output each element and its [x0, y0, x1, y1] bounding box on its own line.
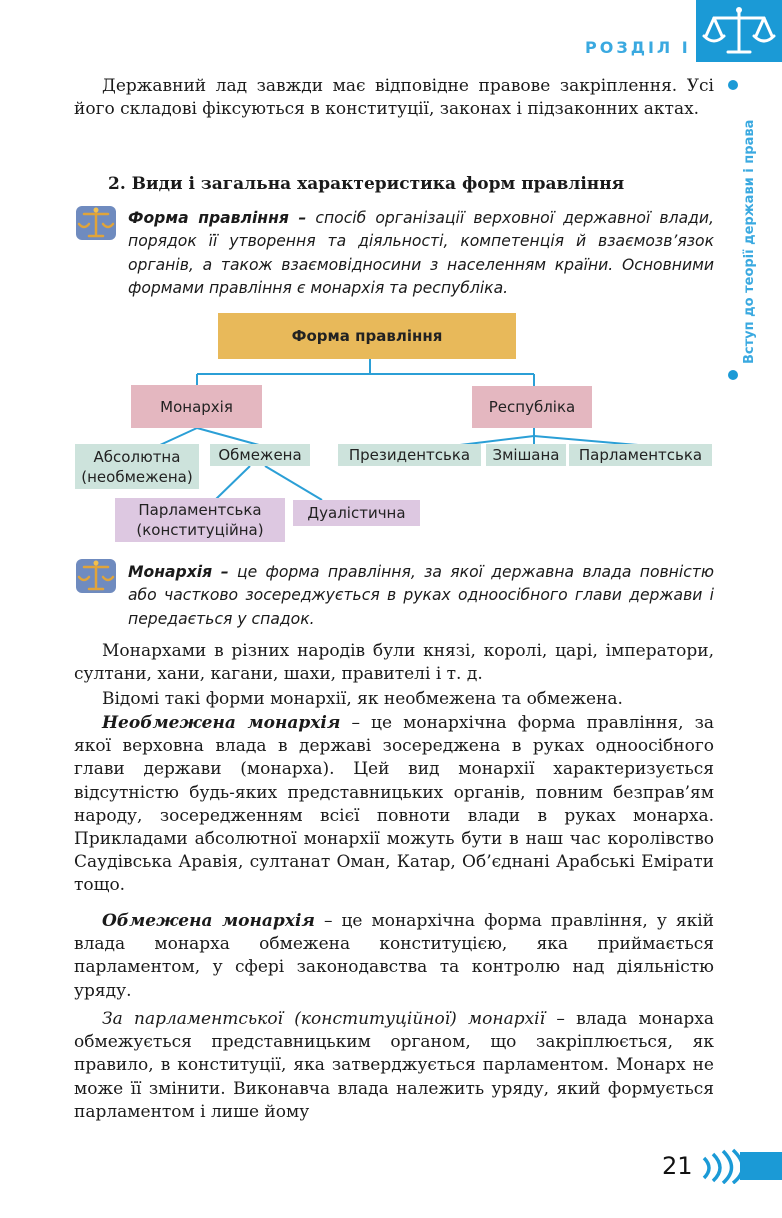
body-paragraph-5-text: – влада монарха обмежується представницьким органом, що закріплюється, як правило, в конституції, яка затверджується парламентом. Монарх не може її змінити. Виконавча влада належить уряду, який формується парламентом і лише йому	[74, 1009, 714, 1122]
body-paragraph-2: Відомі такі форми монархії, як необмежена та обмежена.	[102, 689, 623, 709]
body-paragraph-3	[74, 712, 714, 898]
term-parliamentary-monarchy: За парламентської (конституційної) монархії	[102, 1009, 546, 1029]
definition-scales-icon-2	[74, 555, 118, 595]
definition-body: спосіб організації верховної державної влади, порядок її утворення та діяльності, компетенція й взаємозв’язок органів, а також взаємовідносини з населенням країни. Основними формами правління є монархія та республіка.	[128, 209, 715, 298]
page-number: 21	[662, 1152, 693, 1180]
side-title: Вступ до теорії держави і права	[742, 119, 757, 364]
section-heading: 2. Види і загальна характеристика форм правління	[108, 174, 625, 194]
diagram-parliamentary-monarchy: Парламентська (конституційна)	[115, 498, 285, 542]
body-paragraph-4	[74, 910, 714, 1003]
definition-body-2: це форма правління, за якої державна влада повністю або частково зосереджується в руках одноосібного глави держави і передається у спадок.	[128, 563, 714, 628]
diagram-republic: Республіка	[472, 386, 592, 428]
definition-term-2: Монархія –	[128, 563, 229, 581]
definition-monarchy	[128, 561, 714, 631]
diagram-absolute-monarchy: Абсолютна (необмежена)	[75, 444, 199, 489]
diagram-root-form-of-government: Форма правління	[218, 313, 516, 359]
body-paragraph-5	[74, 1008, 714, 1124]
diagram-dualistic-monarchy: Дуалістична	[293, 500, 420, 526]
diagram-mixed-republic: Змішана	[486, 444, 566, 466]
definition-term: Форма правління –	[128, 209, 307, 227]
diagram-limited-monarchy: Обмежена	[210, 444, 310, 466]
diagram-presidential-republic: Президентська	[338, 444, 481, 466]
diagram-parliamentary-republic: Парламентська	[569, 444, 712, 466]
intro-paragraph: Державний лад завжди має відповідне правове закріплення. Усі його складові фіксуються в конституції, законах і підзаконних актах.	[74, 76, 714, 120]
term-limited-monarchy: Обмежена монархія	[102, 911, 315, 931]
term-absolute-monarchy: Необмежена монархія	[102, 713, 341, 733]
body-paragraph-4-text: – це монархічна форма правління, у якій влада монарха обмежена конституцією, яка приймається парламентом, у сфері законодавства та контролю над діяльністю уряду.	[74, 911, 715, 1001]
diagram-monarchy: Монархія	[131, 385, 262, 428]
page-waves-icon	[700, 1148, 782, 1184]
body-paragraph-1: Монархами в різних народів були князі, королі, царі, імператори, султани, хани, кагани, шахи, правителі і т. д.	[74, 641, 714, 685]
body-paragraph-3-text: – це монархічна форма правління, за якої верховна влада в державі зосереджена в руках одноосібного глави держави (монарха). Цей вид монархії характеризується відсутністю будь-яких представницьких органів, повним безправ’ям народу, зосередженням всієї повноти влади в руках монарха. Прикладами абсолютної монархії можуть бути в наш час королівство Саудівська Аравія, султанат Оман, Катар, Об’єднані Арабські Емірати тощо.	[74, 713, 714, 896]
section-label: РОЗДІЛ І	[585, 38, 691, 57]
